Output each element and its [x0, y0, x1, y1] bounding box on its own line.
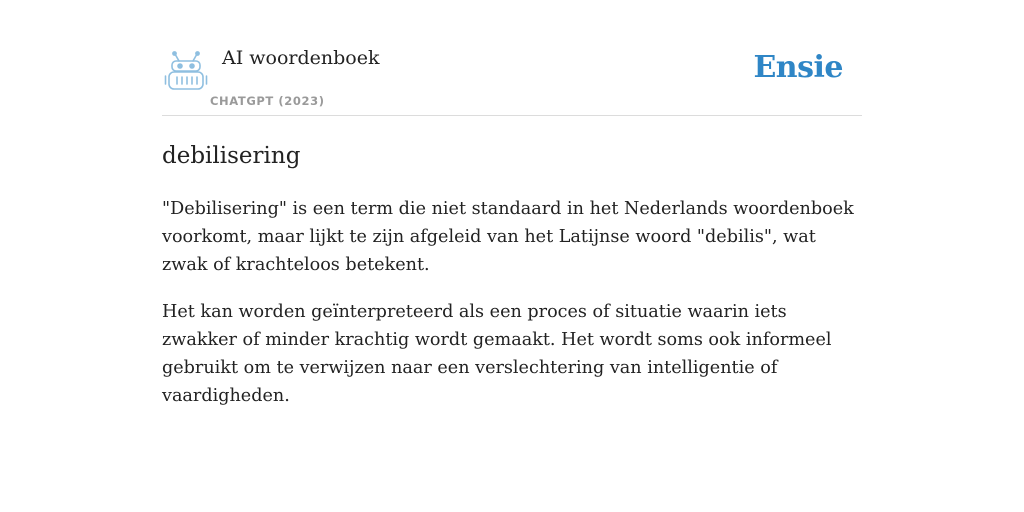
dictionary-source: CHATGPT (2023) [210, 94, 325, 108]
definition-paragraph: Het kan worden geïnterpreteerd als een proces of situatie waarin iets zwakker of minder krachtig wordt gemaakt. Het wordt soms ook informeel gebruikt om te verwijzen naar een verslechtering van intelligentie of vaardigheden. [162, 302, 832, 406]
dictionary-entry-card [162, 40, 862, 410]
entry-term: debilisering [162, 143, 301, 169]
brand-logo[interactable]: Ensie [753, 50, 843, 85]
definition-paragraph: "Debilisering" is een term die niet standaard in het Nederlands woordenboek voorkomt, maar lijkt te zijn afgeleid van het Latijnse woord "debilis", wat zwak of krachteloos betekent. [162, 199, 854, 275]
dictionary-title[interactable]: AI woordenboek [222, 47, 380, 69]
robot-icon [164, 51, 208, 91]
entry-header [162, 40, 862, 116]
